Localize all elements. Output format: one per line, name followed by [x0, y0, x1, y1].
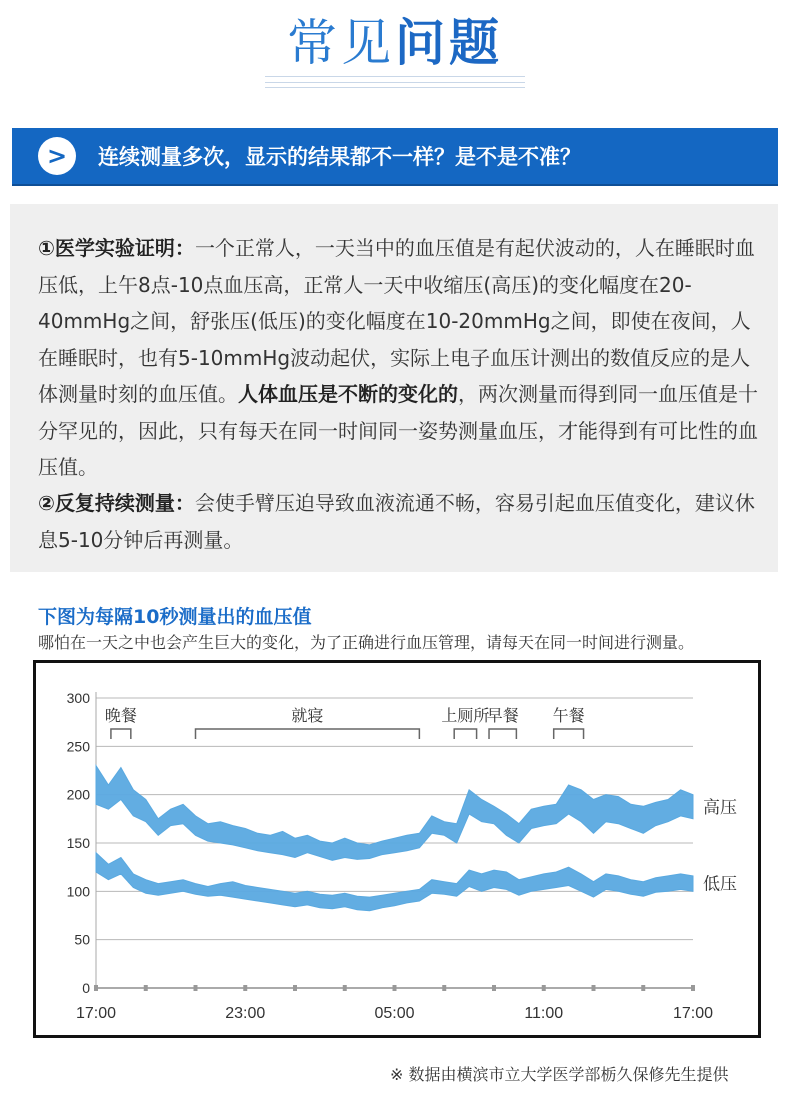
answer-1-lead: ①医学实验证明： — [38, 236, 195, 260]
answer-1-text-b: ，两次测量而得到同一血压值是十分罕见的，因此，只有每天在同一时间同一姿势测量血压，才能得到有可比性的血压值。 — [38, 382, 758, 479]
page-title-bold: 问题 — [395, 14, 503, 72]
x-tick-mark — [393, 985, 397, 991]
event-label: 晚餐 — [104, 708, 137, 725]
x-tick-mark — [592, 985, 596, 991]
y-tick-label: 200 — [66, 786, 90, 803]
answer-2-text: 会使手臂压迫导致血液流通不畅，容易引起血压值变化，建议休息5-10分钟后再测量。 — [38, 491, 755, 552]
x-tick-mark — [243, 985, 247, 991]
answer-1-bold: 人体血压是不断的变化的 — [238, 382, 458, 406]
event-label: 就寝 — [291, 708, 324, 725]
x-tick-mark — [144, 985, 148, 991]
y-tick-label: 300 — [66, 690, 90, 706]
event-label: 早餐 — [486, 708, 519, 725]
page-header — [0, 12, 790, 88]
event-bracket — [554, 729, 584, 739]
page-title — [0, 12, 790, 74]
question-text: 连续测量多次，显示的结果都不一样？是不是不准？ — [98, 145, 581, 169]
x-tick-label: 11:00 — [524, 1005, 564, 1022]
chart-svg — [36, 663, 758, 1035]
data-source-note: ※ 数据由横滨市立大学医学部栃久保修先生提供 — [390, 1065, 729, 1084]
x-tick-mark — [293, 985, 297, 991]
x-tick-label: 05:00 — [374, 1005, 415, 1022]
blood-pressure-chart — [33, 660, 761, 1038]
x-tick-label: 17:00 — [672, 1005, 714, 1022]
chart-title: 下图为每隔10秒测量出的血压值 — [38, 606, 312, 628]
answer-box — [10, 204, 778, 572]
answer-paragraph-1 — [38, 230, 760, 486]
event-bracket — [111, 729, 131, 739]
chevron-right-icon: > — [38, 137, 76, 175]
event-label: 上厕所 — [441, 708, 490, 725]
event-bracket — [454, 729, 476, 739]
chart-subtitle: 哪怕在一天之中也会产生巨大的变化，为了正确进行血压管理，请每天在同一时间进行测量。 — [38, 633, 695, 652]
x-tick-label: 17:00 — [75, 1005, 117, 1022]
y-tick-label: 0 — [82, 980, 90, 996]
x-tick-label: 23:00 — [225, 1005, 266, 1022]
event-label: 午餐 — [552, 708, 585, 725]
x-tick-mark — [641, 985, 645, 991]
title-decoration — [265, 76, 525, 88]
event-bracket — [489, 729, 516, 739]
series-label: 低压 — [703, 874, 737, 894]
answer-2-lead: ②反复持续测量： — [38, 491, 195, 515]
x-tick-mark — [194, 985, 198, 991]
event-bracket — [196, 729, 420, 739]
y-tick-label: 100 — [66, 883, 90, 900]
x-tick-mark — [542, 985, 546, 991]
page-title-light: 常见 — [287, 14, 395, 72]
series-band-systolic — [96, 766, 693, 861]
y-tick-label: 50 — [74, 931, 90, 948]
y-tick-label: 250 — [66, 738, 90, 755]
x-tick-mark — [691, 985, 695, 991]
series-band-diastolic — [96, 853, 693, 911]
answer-paragraph-2 — [38, 485, 760, 558]
x-tick-mark — [492, 985, 496, 991]
series-label: 高压 — [703, 797, 737, 817]
x-tick-mark — [94, 985, 98, 991]
x-tick-mark — [442, 985, 446, 991]
x-tick-mark — [343, 985, 347, 991]
y-tick-label: 150 — [66, 835, 90, 851]
answer-1-text-a: 一个正常人，一天当中的血压值是有起伏波动的，人在睡眠时血压低，上午8点-10点血压高，正常人一天中收缩压(高压)的变化幅度在20-40mmHg之间，舒张压(低压)的变化幅度在10-20mmHg之间，即使在夜间，人在睡眠时，也有5-10mmHg波动起伏，实际上电子血压计测出的数值反应的是人体测量时刻的血压值。 — [38, 236, 755, 406]
question-bar — [12, 128, 778, 184]
